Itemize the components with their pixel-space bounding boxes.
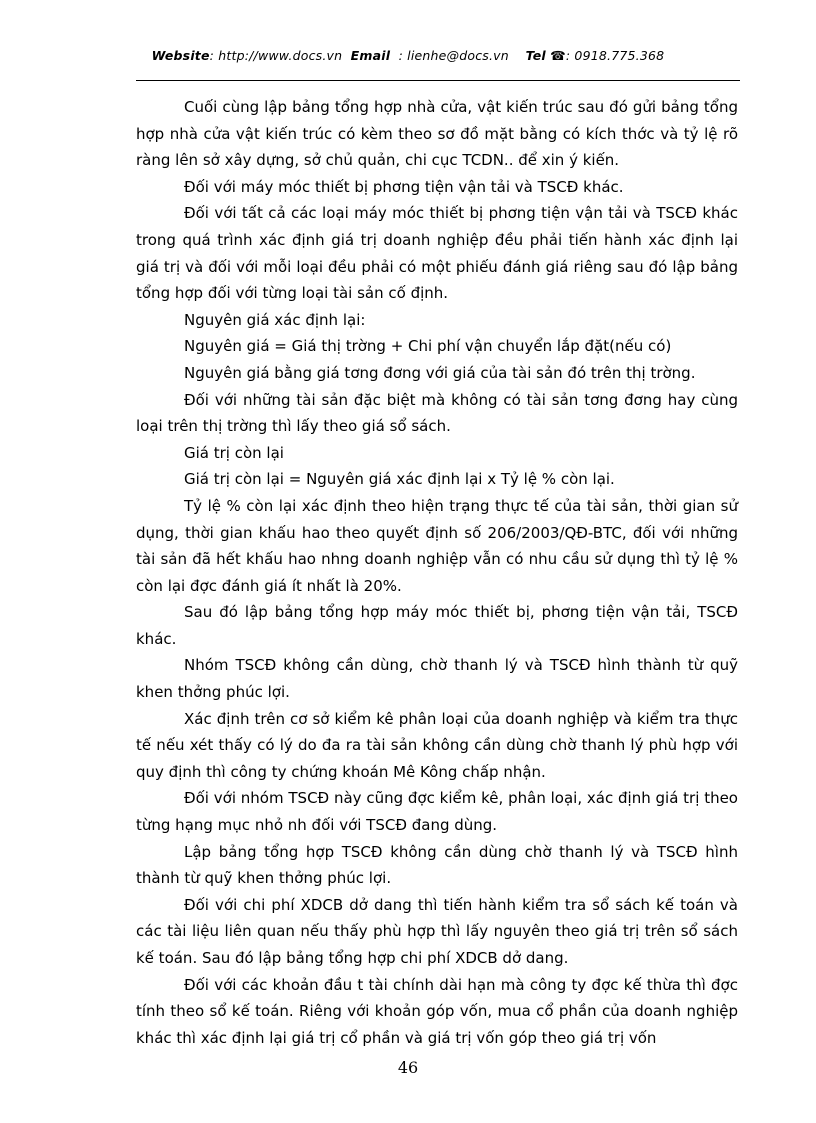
phone-icon: ☎ <box>550 48 566 63</box>
paragraph: Giá trị còn lại <box>184 443 284 462</box>
paragraph: Nguyên giá xác định lại: <box>184 310 366 329</box>
document-body <box>136 94 738 1051</box>
tel-value: : 0918.775.368 <box>565 48 665 63</box>
paragraph: Đối với chi phí XDCB dở dang thì tiến hành kiểm tra sổ sách kế toán và các tài liệu liên quan nếu thấy phù hợp thì lấy nguyên theo giá trị trên sổ sách kế toán. Sau đó lập bảng tổng hợp chi phí XDCB dở dang. <box>136 895 738 967</box>
paragraph: Cuối cùng lập bảng tổng hợp nhà cửa, vật kiến trúc sau đó gửi bảng tổng hợp nhà cửa vật kiến trúc có kèm theo sơ đồ mặt bằng có kích thớc và tỷ lệ rõ ràng lên sở xây dựng, sở chủ quản, chi cục TCDN.. để xin ý kiến. <box>136 98 738 170</box>
website-label: Website <box>151 48 210 63</box>
paragraph: Xác định trên cơ sở kiểm kê phân loại của doanh nghiệp và kiểm tra thực tế nếu xét thấy có lý do đa ra tài sản không cần dùng chờ thanh lý phù hợp với quy định thì công ty chứng khoán Mê Kông chấp nhận. <box>136 709 738 781</box>
paragraph: Nguyên giá bằng giá tơng đơng với giá của tài sản đó trên thị trờng. <box>184 363 696 382</box>
paragraph: Giá trị còn lại = Nguyên giá xác định lại x Tỷ lệ % còn lại. <box>184 470 615 489</box>
header-divider <box>136 80 740 81</box>
paragraph: Đối với những tài sản đặc biệt mà không có tài sản tơng đơng hay cùng loại trên thị trờng thì lấy theo giá sổ sách. <box>136 390 738 436</box>
paragraph: Lập bảng tổng hợp TSCĐ không cần dùng chờ thanh lý và TSCĐ hình thành từ quỹ khen thởng phúc lợi. <box>136 842 738 888</box>
tel-label: Tel <box>525 48 546 63</box>
paragraph: Đối với tất cả các loại máy móc thiết bị phơng tiện vận tải và TSCĐ khác trong quá trình xác định giá trị doanh nghiệp đều phải tiến hành xác định lại giá trị và đối với mỗi loại đều phải có một phiếu đánh giá riêng sau đó lập bảng tổng hợp đối với từng loại tài sản cố định. <box>136 204 738 303</box>
page-number: 46 <box>397 1058 419 1077</box>
page-header <box>0 48 816 63</box>
paragraph: Sau đó lập bảng tổng hợp máy móc thiết bị, phơng tiện vận tải, TSCĐ khác. <box>136 603 738 648</box>
paragraph: Tỷ lệ % còn lại xác định theo hiện trạng thực tế của tài sản, thời gian sử dụng, thời gian khấu hao theo quyết định số 206/2003/QĐ-BTC, đối với những tài sản đã hết khấu hao nhng doanh nghiệp vẫn có nhu cầu sử dụng thì tỷ lệ % còn lại đợc đánh giá ít nhất là 20%. <box>136 496 738 595</box>
email-value: : lienhe@docs.vn <box>398 48 509 63</box>
website-value: : http://www.docs.vn <box>209 48 343 63</box>
paragraph: Nhóm TSCĐ không cần dùng, chờ thanh lý và TSCĐ hình thành từ quỹ khen thởng phúc lợi. <box>136 656 738 702</box>
email-label: Email <box>350 48 391 63</box>
paragraph: Đối với máy móc thiết bị phơng tiện vận tải và TSCĐ khác. <box>184 177 624 196</box>
paragraph: Nguyên giá = Giá thị trờng + Chi phí vận chuyển lắp đặt(nếu có) <box>184 337 672 356</box>
paragraph: Đối với các khoản đầu t tài chính dài hạn mà công ty đợc kế thừa thì đợc tính theo sổ kế toán. Riêng với khoản góp vốn, mua cổ phần của doanh nghiệp khác thì xác định lại giá trị cổ phần và giá trị vốn góp theo giá trị vốn <box>136 975 738 1047</box>
paragraph: Đối với nhóm TSCĐ này cũng đợc kiểm kê, phân loại, xác định giá trị theo từng hạng mục nhỏ nh đối với TSCĐ đang dùng. <box>136 789 738 835</box>
